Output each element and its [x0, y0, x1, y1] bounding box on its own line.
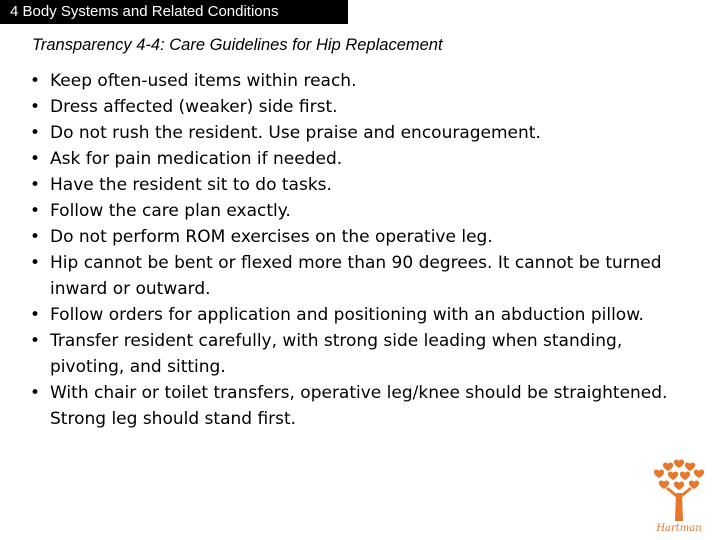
bullet-list	[30, 68, 690, 432]
header-title: 4 Body Systems and Related Conditions	[10, 3, 279, 20]
bullet-item: • Ask for pain medication if needed.	[30, 146, 690, 172]
heart-tree-icon	[640, 455, 718, 535]
header-bar	[0, 0, 348, 24]
hartman-logo	[640, 455, 718, 535]
bullet-item: • Hip cannot be bent or flexed more than 90 degrees. It cannot be turned inward or outward.	[30, 250, 690, 302]
bullet-item: • Do not rush the resident. Use praise and encouragement.	[30, 120, 690, 146]
bullet-item: • Transfer resident carefully, with strong side leading when standing, pivoting, and sitting.	[30, 328, 690, 380]
bullet-item: • Follow orders for application and positioning with an abduction pillow.	[30, 302, 690, 328]
slide-subtitle: Transparency 4-4: Care Guidelines for Hip Replacement	[32, 36, 443, 54]
bullet-item: • With chair or toilet transfers, operative leg/knee should be straightened. Strong leg should stand first.	[30, 380, 690, 432]
bullet-item: • Dress affected (weaker) side first.	[30, 94, 690, 120]
bullet-item: • Follow the care plan exactly.	[30, 198, 690, 224]
bullet-item: • Keep often-used items within reach.	[30, 68, 690, 94]
logo-text: Hartman	[656, 523, 702, 534]
bullet-item: • Have the resident sit to do tasks.	[30, 172, 690, 198]
bullet-item: • Do not perform ROM exercises on the operative leg.	[30, 224, 690, 250]
